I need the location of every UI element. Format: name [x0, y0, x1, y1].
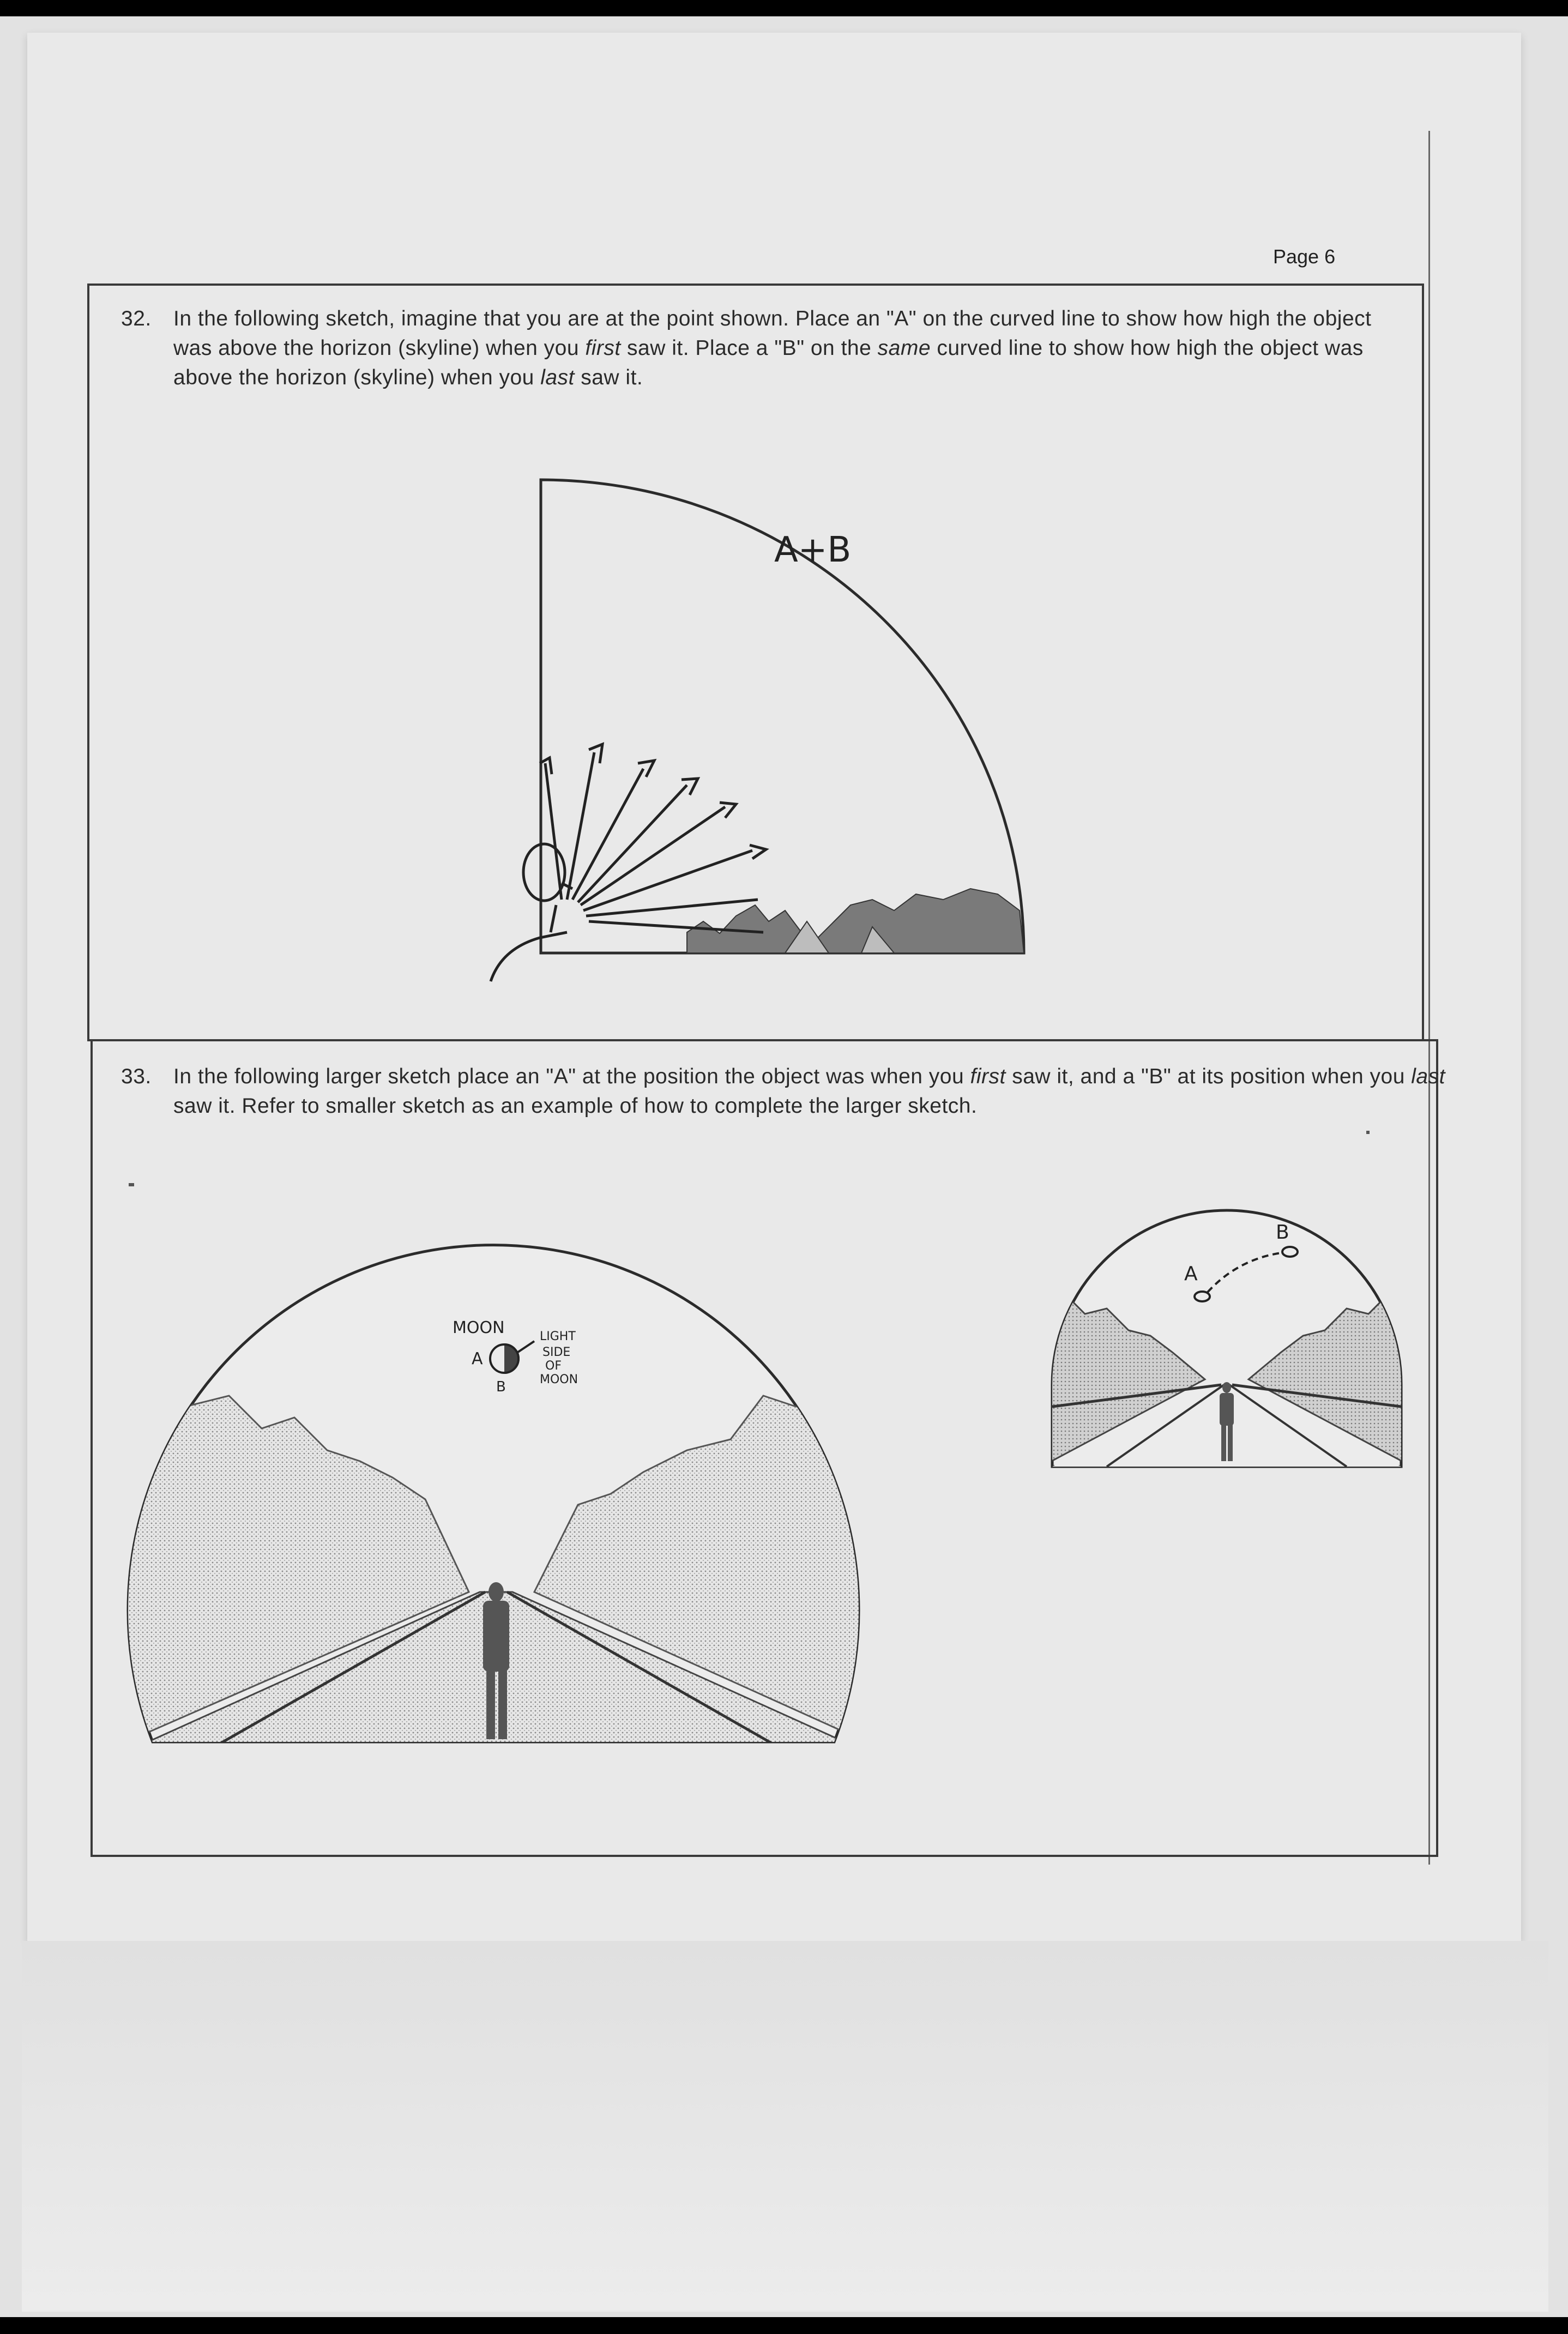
- small-example-sketch: [1041, 1205, 1412, 1477]
- handwritten-moon-label: MOON: [453, 1318, 505, 1337]
- example-label-a: A: [1184, 1263, 1198, 1285]
- emphasis-last: last: [1411, 1065, 1445, 1088]
- prompt-part: saw it.: [574, 366, 643, 389]
- page-number: Page 6: [1273, 245, 1336, 268]
- handwritten-note-line-4: MOON: [540, 1373, 578, 1386]
- prompt-part: saw it. Place a "B" on the: [620, 336, 878, 360]
- question-32-text: [121, 304, 1386, 393]
- question-33-text: [121, 1062, 1446, 1121]
- handwritten-note-line-2: SIDE: [542, 1346, 571, 1359]
- question-prompt: [121, 1062, 1446, 1121]
- handwritten-answer-ab: A+B: [774, 530, 852, 570]
- question-number: 33.: [121, 1065, 152, 1088]
- handwritten-b: B: [496, 1379, 506, 1395]
- prompt-part: In the following sketch, imagine that you are at the point shown. Place an "A" on the curved line to show how high the object was above the horizon (skyline) when you: [173, 307, 1372, 360]
- prompt-part: saw it. Refer to smaller sketch as an example of how to complete the larger sketch.: [173, 1094, 978, 1118]
- large-street-sketch: [120, 1221, 872, 1756]
- question-prompt: [121, 304, 1386, 393]
- stray-mark: [1366, 1131, 1370, 1134]
- emphasis-first: first: [585, 336, 621, 360]
- prompt-part: curved line to show how high the object was above the horizon (skyline) when you: [173, 336, 1364, 389]
- handwritten-note-line-1: LIGHT: [540, 1330, 576, 1343]
- emphasis-first: first: [970, 1065, 1006, 1088]
- emphasis-same: same: [877, 336, 931, 360]
- quarter-circle-sketch: [480, 469, 1036, 992]
- prompt-part: In the following larger sketch place an "A" at the position the object was when you: [173, 1065, 970, 1088]
- handwritten-note-line-3: OF: [545, 1359, 562, 1373]
- next-page-edge: [22, 1941, 1548, 2312]
- handwritten-a: A: [472, 1349, 483, 1368]
- emphasis-last: last: [540, 366, 575, 389]
- prompt-part: saw it, and a "B" at its position when you: [1005, 1065, 1412, 1088]
- skyline-drawing: [687, 889, 1024, 953]
- example-label-b: B: [1276, 1221, 1289, 1244]
- stray-mark: [129, 1183, 134, 1186]
- question-number: 32.: [121, 307, 152, 330]
